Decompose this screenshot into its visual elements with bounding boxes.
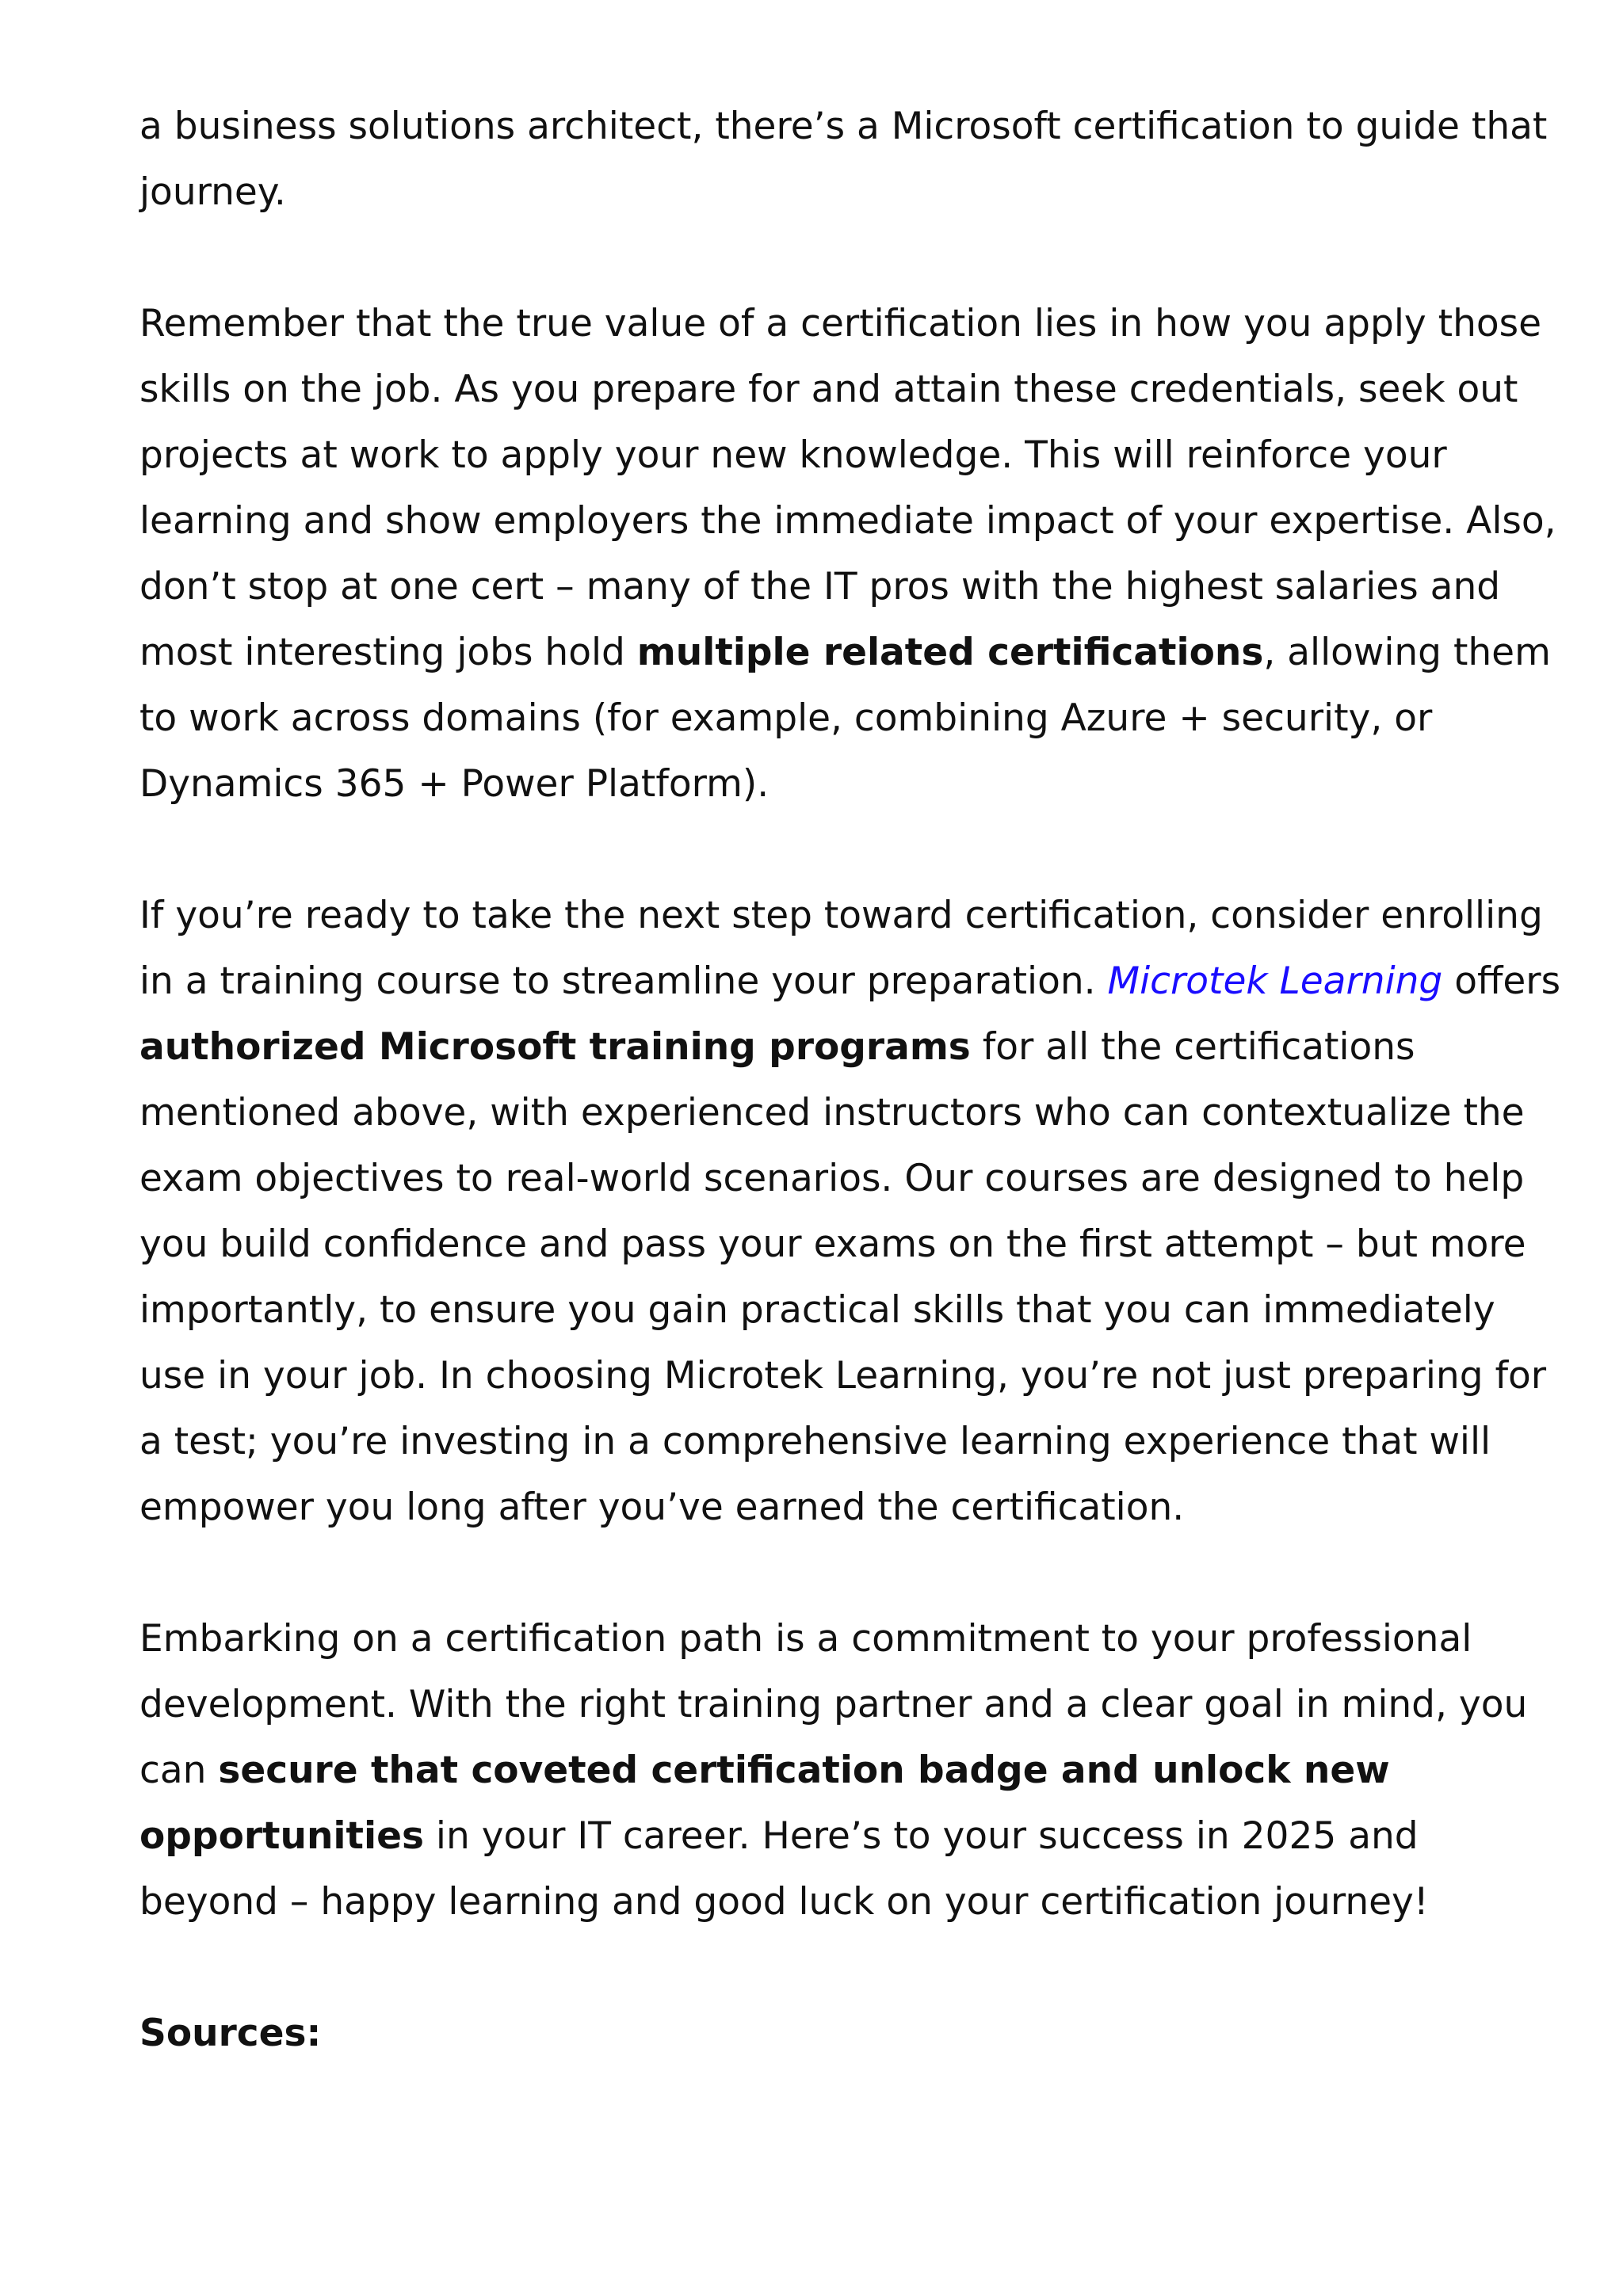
bold-phrase: secure that coveted certification badge and unlock new opportunities <box>139 1749 1390 1858</box>
paragraph-text: If you’re ready to take the next step toward certification, consider enrolling in a training course to streamline your preparation. <box>139 894 1543 1003</box>
paragraph-text: in your IT career. Here’s to your success in 2025 and beyond – happy learning and good luck on your certification journey! <box>139 1814 1429 1924</box>
paragraph-text: a business solutions architect, there’s a Microsoft certification to guide that journey. <box>139 105 1548 214</box>
paragraph-text: offers <box>1442 959 1561 1003</box>
sources-heading: Sources: <box>139 2012 322 2055</box>
paragraph-closing <box>139 1606 1566 1935</box>
paragraph-text: Embarking on a certification path is a commitment to your professional development. With the right training partner and a clear goal in mind, you can <box>139 1617 1528 1792</box>
paragraph-text: Remember that the true value of a certification lies in how you apply those skills on the job. As you prepare for and attain these credentials, seek out projects at work to apply your new knowledge. This will reinforce your learning and show employers the immediate impact of your expertise. Also, don’t stop at one cert – many of the IT pros with the highest salaries and most interesting jobs hold <box>139 302 1556 674</box>
article-body <box>139 93 1566 2066</box>
bold-phrase: authorized Microsoft training programs <box>139 1025 971 1069</box>
paragraph-apply-skills <box>139 291 1566 817</box>
paragraph-career-journey <box>139 93 1566 225</box>
microtek-learning-link[interactable]: Microtek Learning <box>1107 959 1443 1003</box>
paragraph-training-offer <box>139 883 1566 1540</box>
bold-phrase: multiple related certifications <box>636 631 1264 674</box>
paragraph-text: , allowing them to work across domains (for example, combining Azure + security, or Dynamics 365 + Power Platform). <box>139 631 1551 806</box>
paragraph-text: for all the certifications mentioned above, with experienced instructors who can contextualize the exam objectives to real-world scenarios. Our courses are designed to help you build confidence and pass your exams on the first attempt – but more importantly, to ensure you gain practical skills that you can immediately use in your job. In choosing Microtek Learning, you’re not just preparing for a test; you’re investing in a comprehensive learning experience that will empower you long after you’ve earned the certification. <box>139 1025 1547 1529</box>
